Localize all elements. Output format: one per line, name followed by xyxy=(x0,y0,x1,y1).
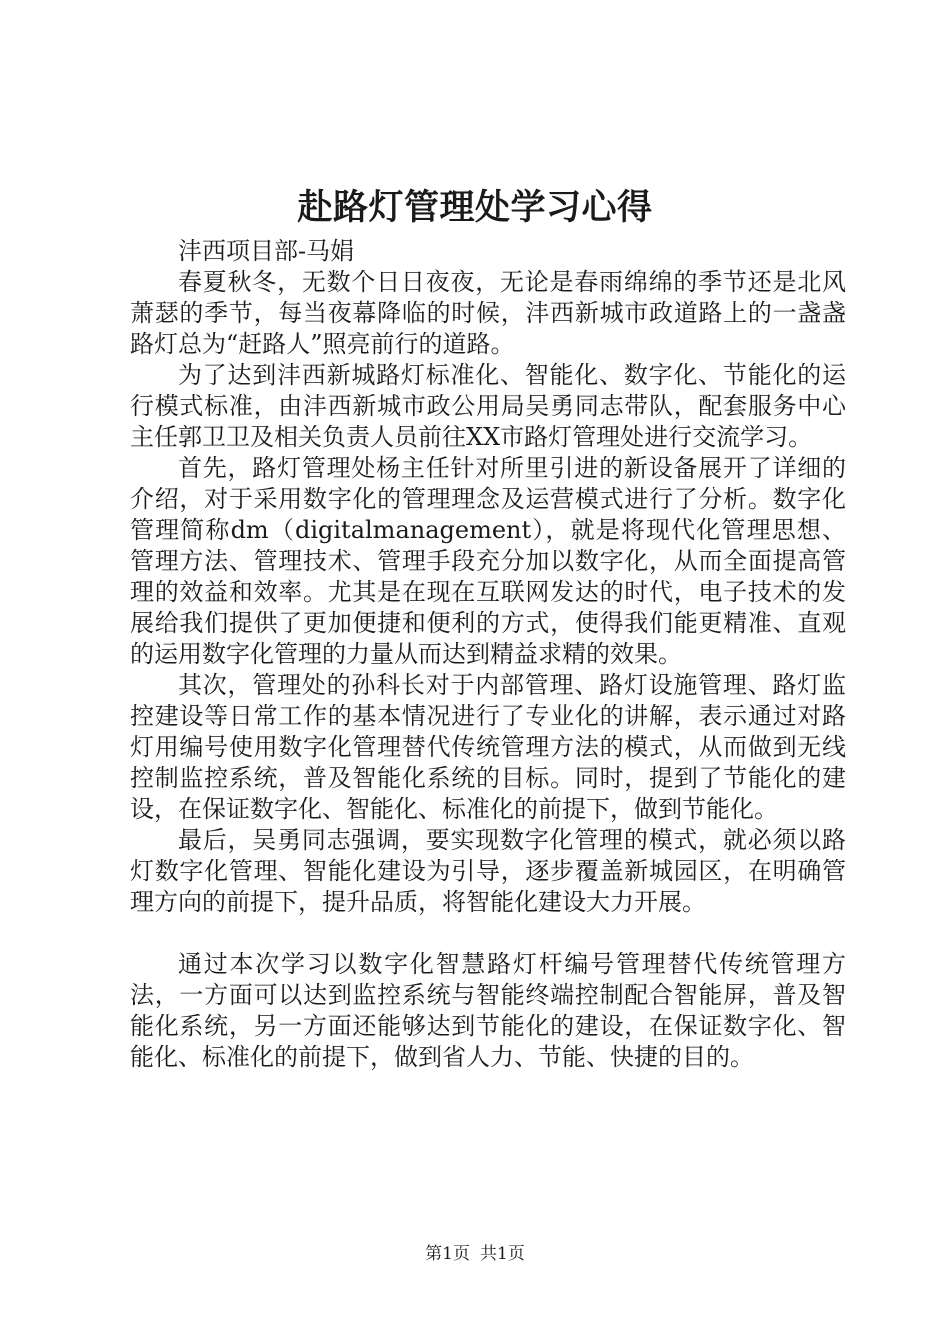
paragraph-purpose: 为了达到沣西新城路灯标准化、智能化、数字化、节能化的运行模式标准，由沣西新城市政公用局吴勇同志带队，配套服务中心主任郭卫卫及相关负责人员前往XX市路灯管理处进行交流学习。 xyxy=(130,361,846,451)
paragraph-second: 其次，管理处的孙科长对于内部管理、路灯设施管理、路灯监控建设等日常工作的基本情况进行了专业化的讲解，表示通过对路灯用编号使用数字化管理替代传统管理方法的模式，从而做到无线控制监控系统，普及智能化系统的目标。同时，提到了节能化的建设，在保证数字化、智能化、标准化的前提下，做到节能化。 xyxy=(130,671,846,823)
paragraph-intro: 春夏秋冬，无数个日日夜夜，无论是春雨绵绵的季节还是北风萧瑟的季节，每当夜幕降临的时候，沣西新城市政道路上的一盏盏路灯总为“赶路人”照亮前行的道路。 xyxy=(130,268,846,358)
page-number: 第1页 xyxy=(425,1244,470,1264)
paragraph-first: 首先，路灯管理处杨主任针对所里引进的新设备展开了详细的介绍，对于采用数字化的管理理念及运营模式进行了分析。数字化管理简称dm（digitalmanagement），就是将现代化管理思想、管理方法、管理技术、管理手段充分加以数字化，从而全面提高管理的效益和效率。尤其是在现在互联网发达的时代，电子技术的发展给我们提供了更加便捷和便利的方式，使得我们能更精准、直观的运用数字化管理的力量从而达到精益求精的效果。 xyxy=(130,454,846,668)
document-title: 赴路灯管理处学习心得 xyxy=(297,188,653,228)
author-line: 沣西项目部-马娟 xyxy=(178,237,355,265)
page-footer xyxy=(0,1242,950,1266)
page-total: 共1页 xyxy=(480,1244,525,1264)
paragraph-last: 最后，吴勇同志强调，要实现数字化管理的模式，就必须以路灯数字化管理、智能化建设为引导，逐步覆盖新城园区，在明确管理方向的前提下，提升品质，将智能化建设大力开展。 xyxy=(130,826,846,916)
paragraph-conclusion: 通过本次学习以数字化智慧路灯杆编号管理替代传统管理方法，一方面可以达到监控系统与智能终端控制配合智能屏，普及智能化系统，另一方面还能够达到节能化的建设，在保证数字化、智能化、标准化的前提下，做到省人力、节能、快捷的目的。 xyxy=(130,950,846,1071)
document-body xyxy=(130,236,846,1073)
